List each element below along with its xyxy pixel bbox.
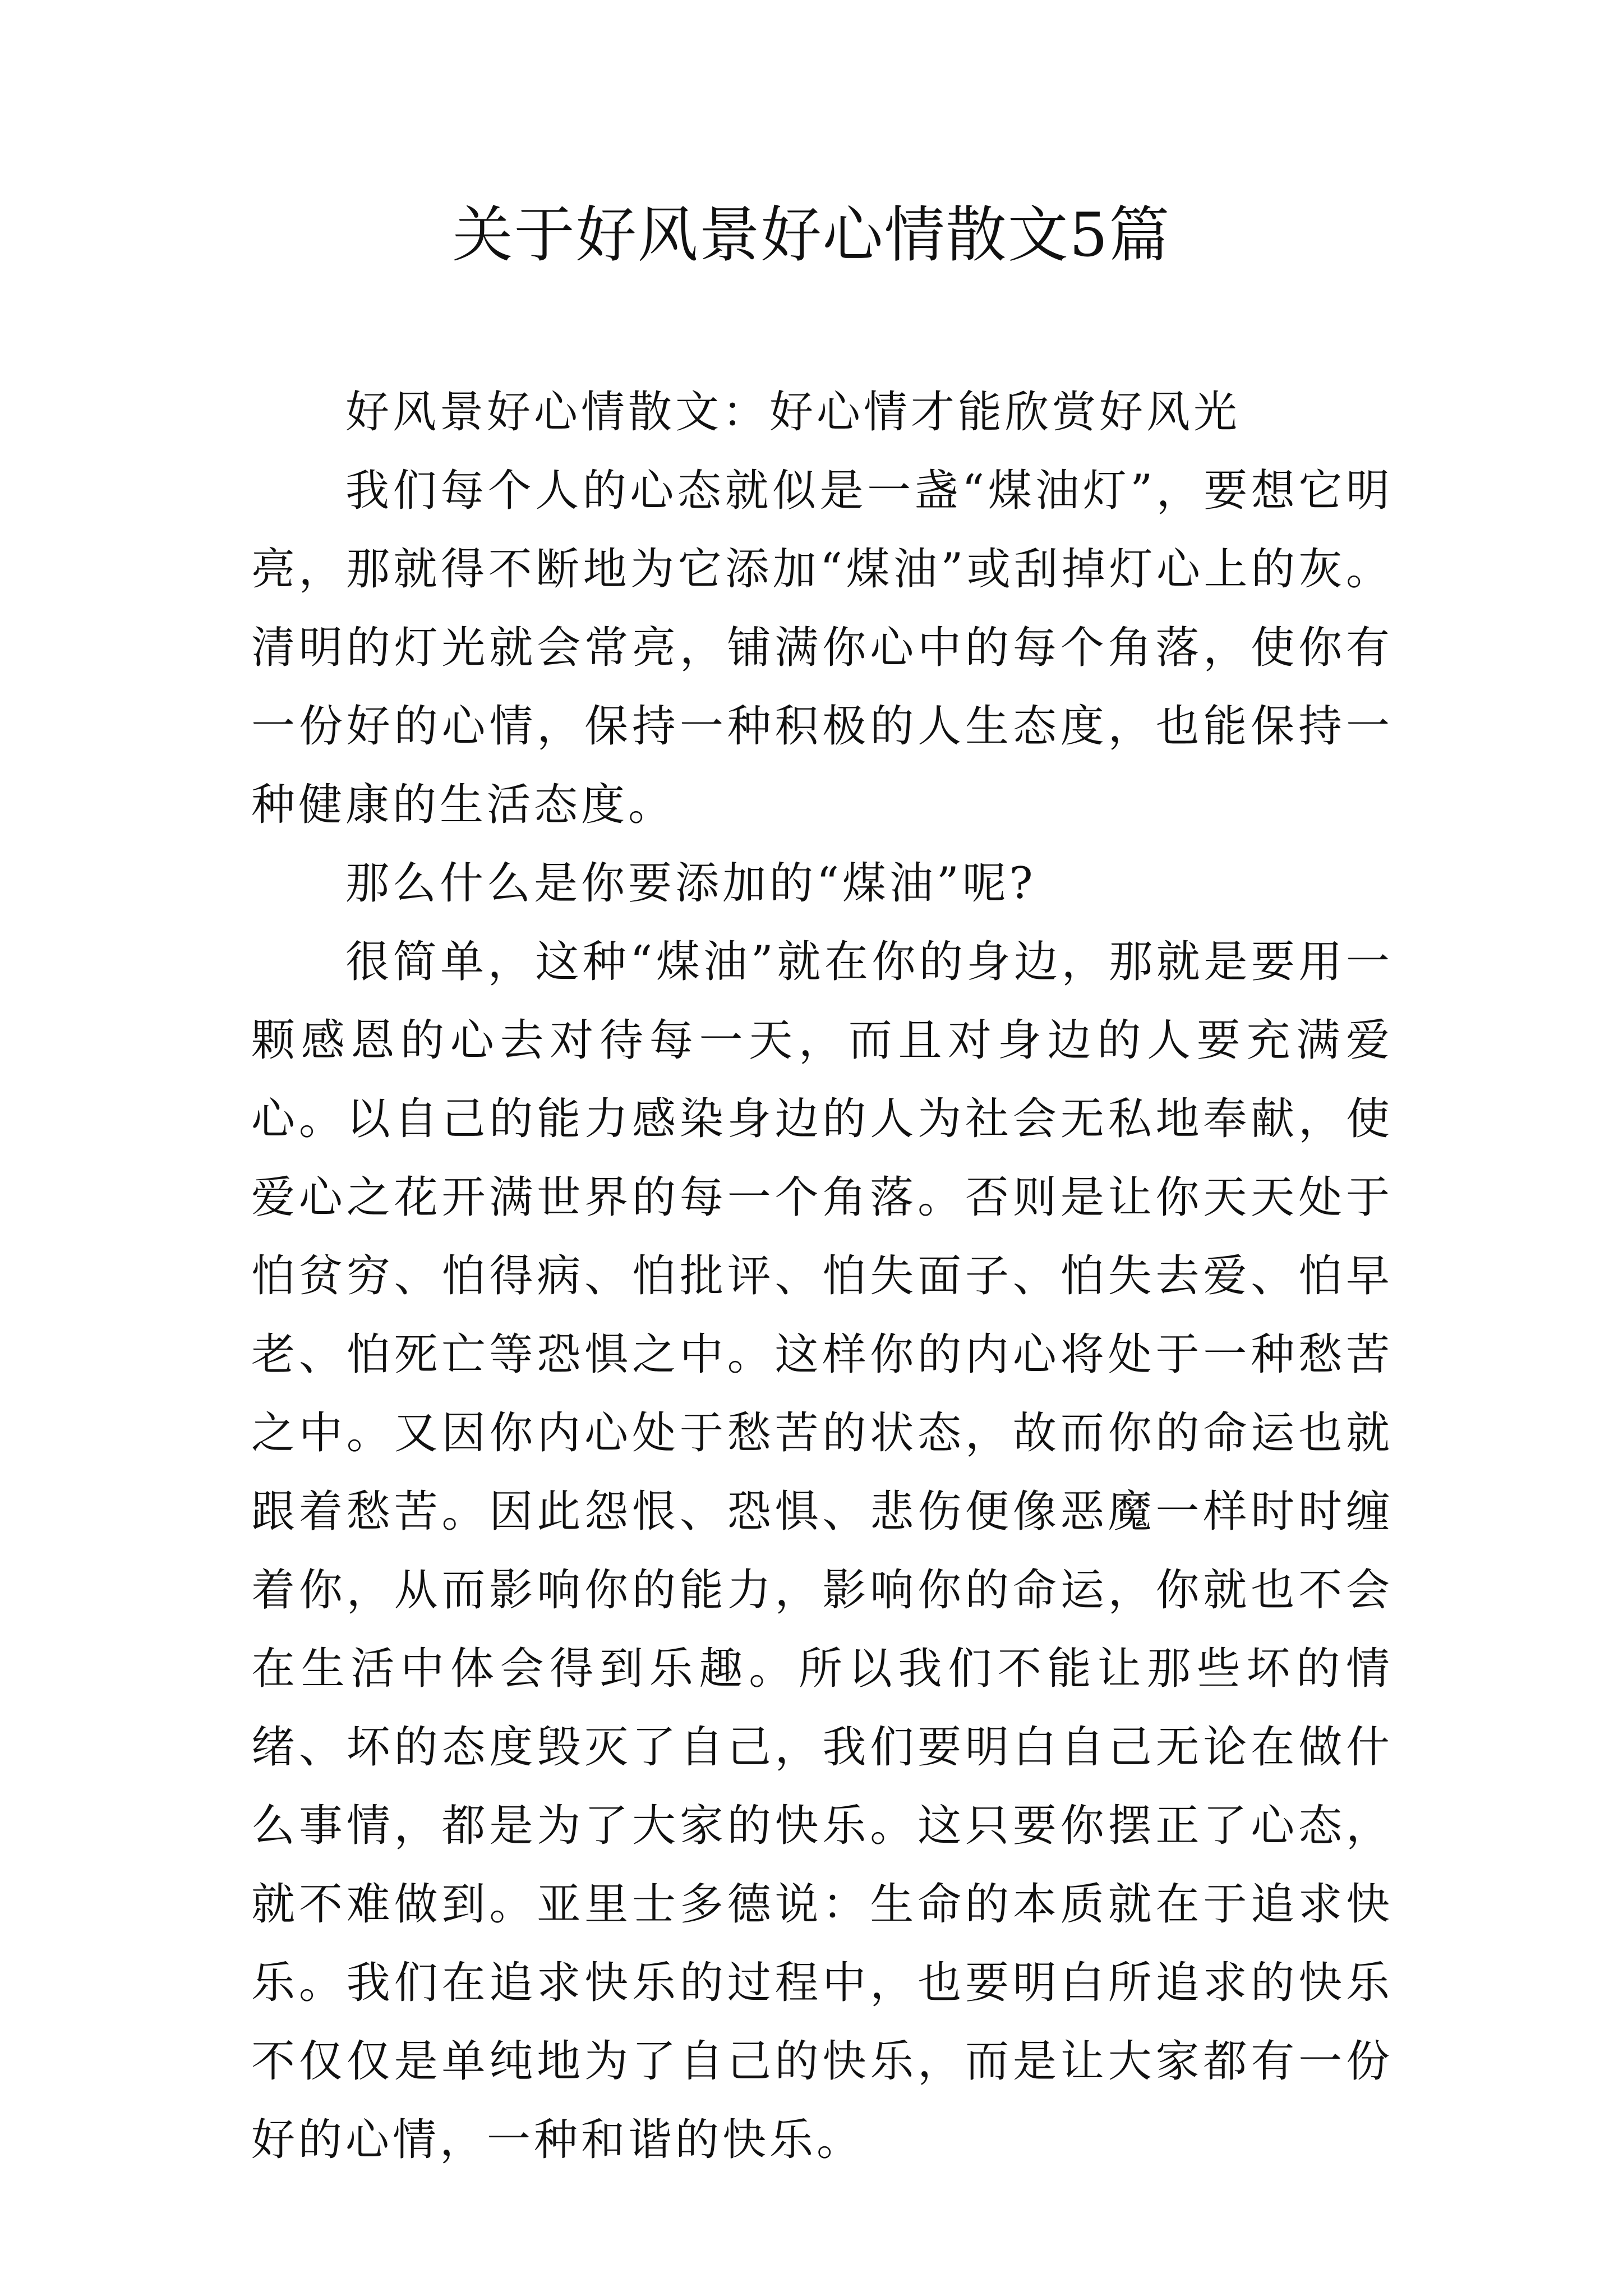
paragraph: 很简单，这种“煤油”就在你的身边，那就是要用一颗感恩的心去对待每一天，而且对身边的人要充满爱心。以自己的能力感染身边的人为社会无私地奉献，使爱心之花开满世界的每一个角落。否则是让你天天处于怕贫穷、怕得病、怕批评、怕失面子、怕失去爱、怕早老、怕死亡等恐惧之中。这样你的内心将处于一种愁苦之中。又因你内心处于愁苦的状态，故而你的命运也就跟着愁苦。因此怨恨、恐惧、悲伤便像恶魔一样时时缠着你，从而影响你的能力，影响你的命运，你就也不会在生活中体会得到乐趣。所以我们不能让那些坏的情绪、坏的态度毁灭了自己，我们要明白自己无论在做什么事情，都是为了大家的快乐。这只要你摆正了心态，就不难做到。亚里士多德说：生命的本质就在于追求快乐。我们在追求快乐的过程中，也要明白所追求的快乐不仅仅是单纯地为了自己的快乐，而是让大家都有一份好的心情，一种和谐的快乐。 (251, 937, 1393, 2165)
document-subtitle: 好风景好心情散文：好心情才能欣赏好风光 (345, 387, 1241, 438)
document-body (251, 373, 1393, 2179)
paragraph: 那么什么是你要添加的“煤油”呢? (345, 858, 1036, 909)
paragraph: 我们每个人的心态就似是一盏“煤油灯”，要想它明亮，那就得不断地为它添加“煤油”或刮掉灯心上的灰。清明的灯光就会常亮，铺满你心中的每个角落，使你有一份好的心情，保持一种积极的人生态度，也能保持一种健康的生活态度。 (251, 466, 1393, 830)
document-title: 关于好风景好心情散文5篇 (452, 200, 1171, 270)
